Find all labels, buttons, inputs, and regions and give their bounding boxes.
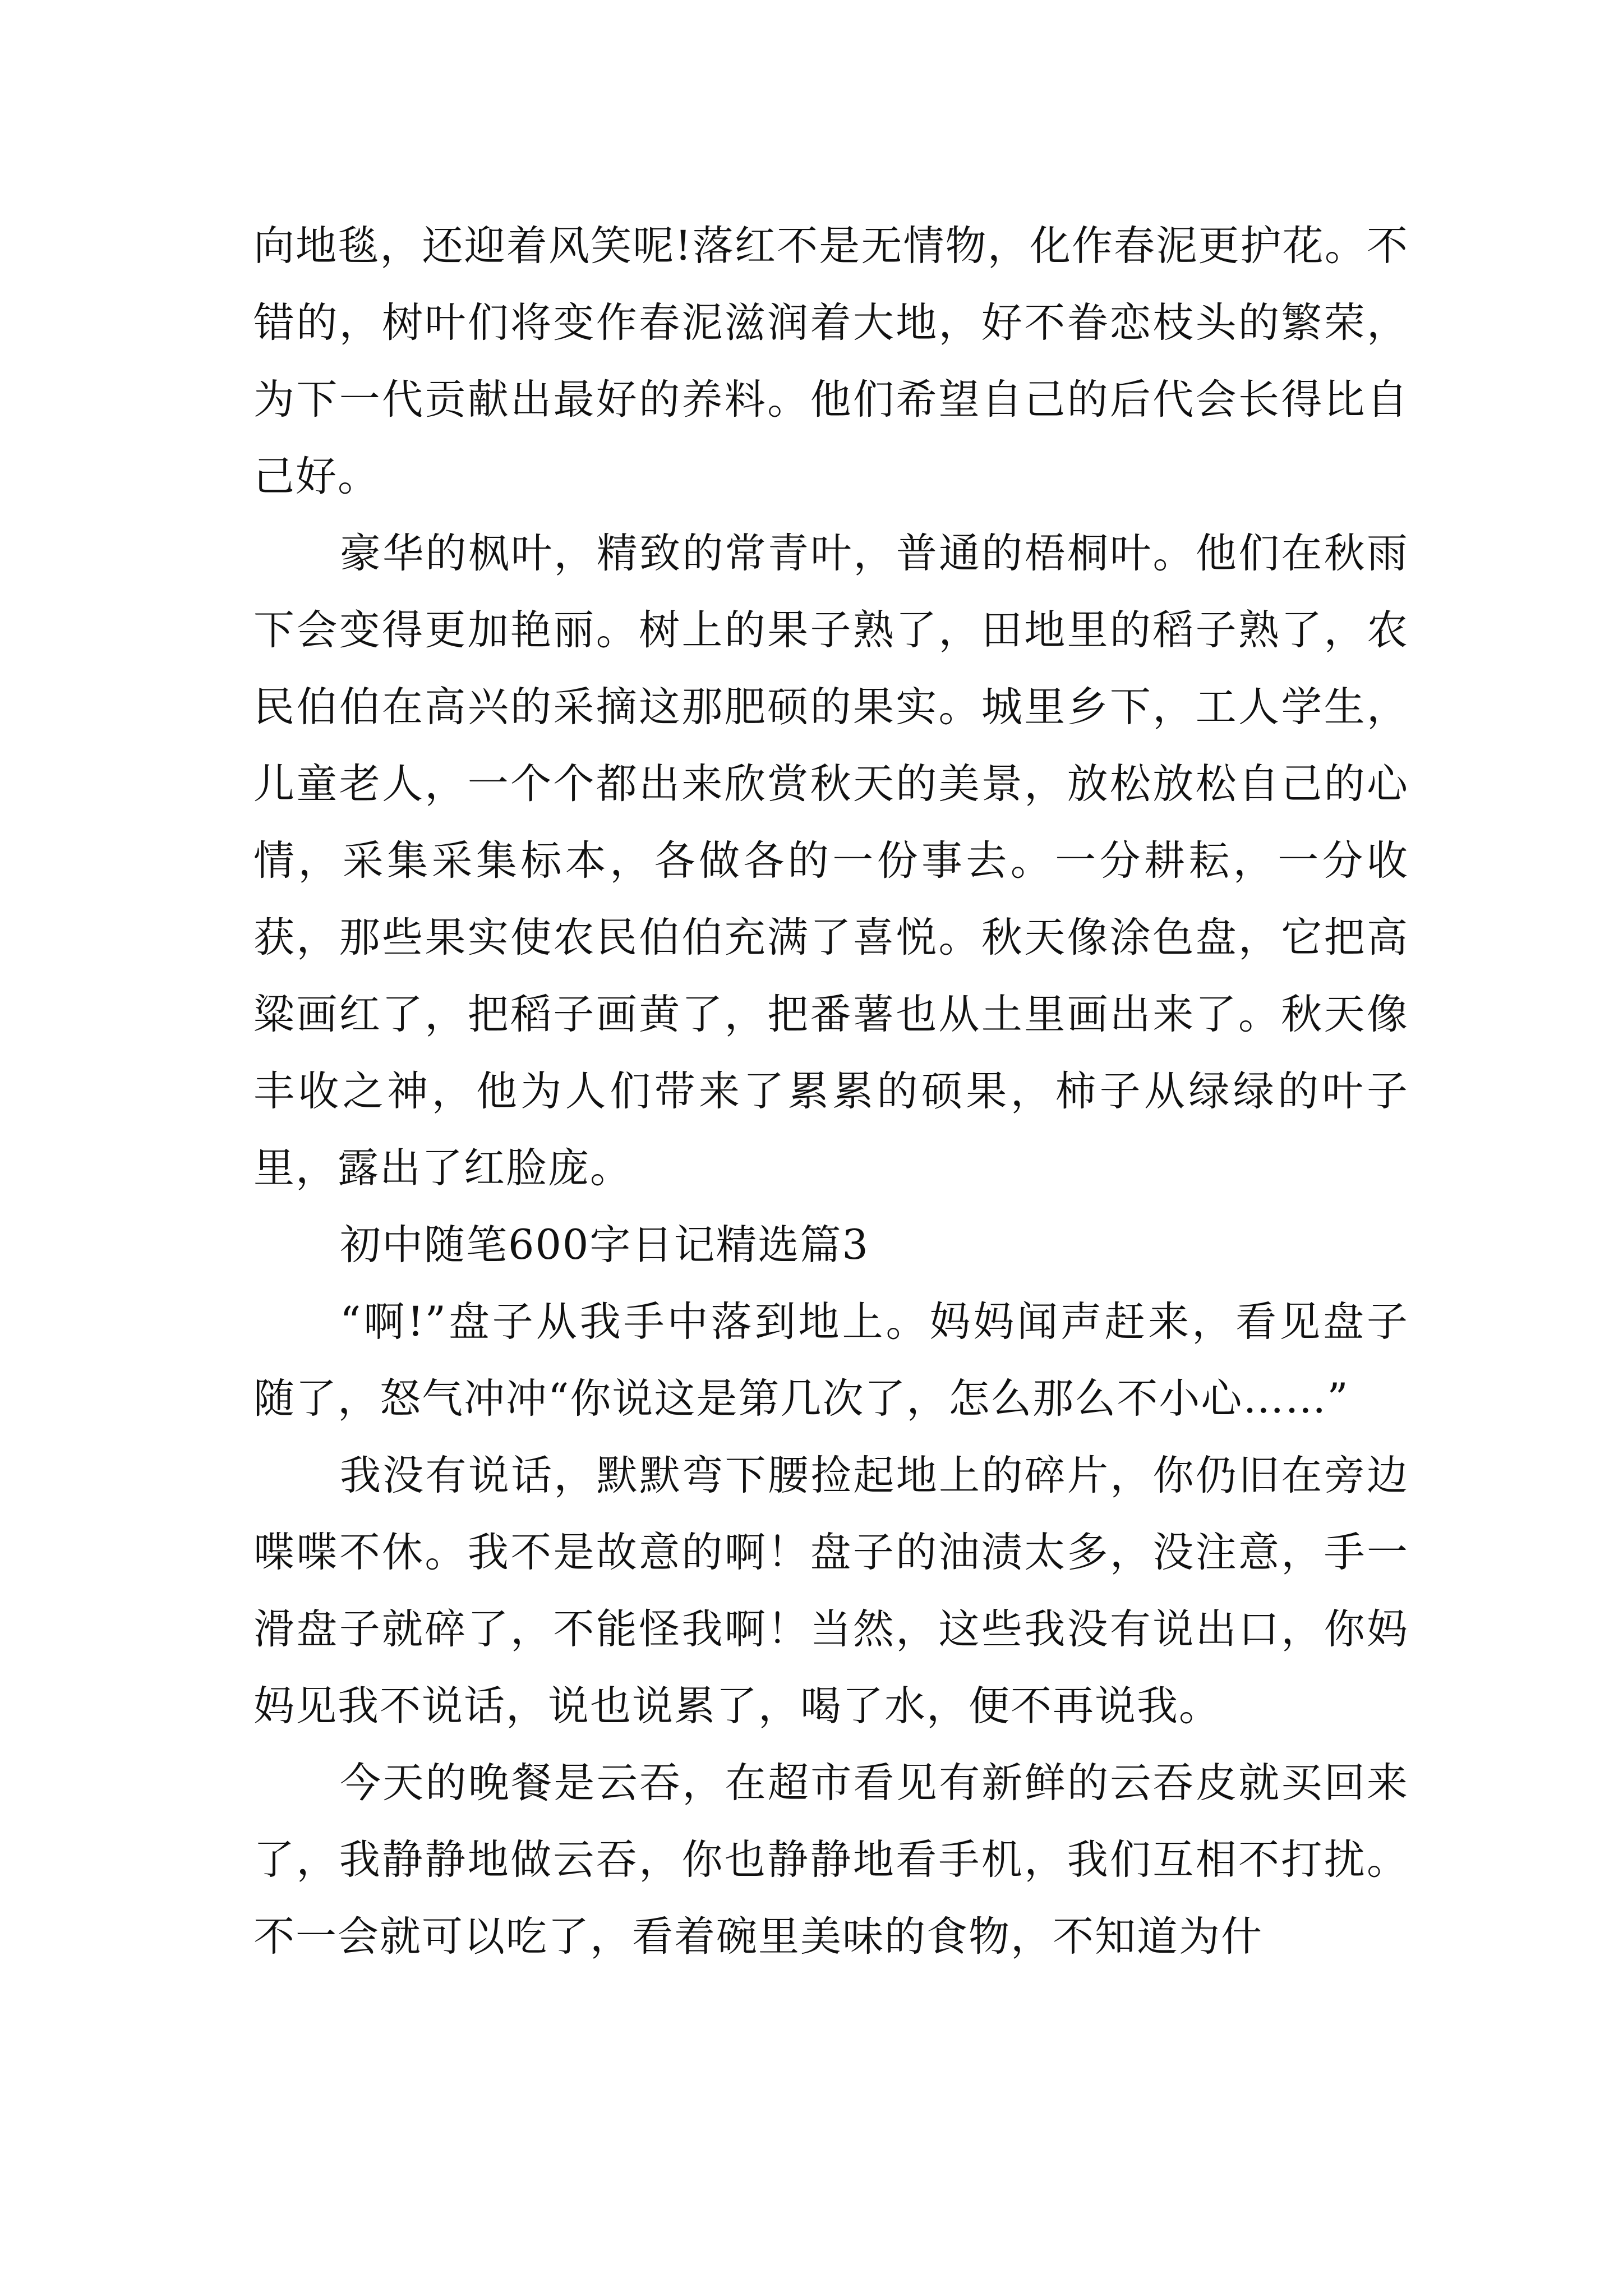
paragraph-3: “啊!”盘子从我手中落到地上。妈妈闻声赶来，看见盘子随了，怒气冲冲“你说这是第几次了，怎么那么不小心……” [253,1298,1409,1423]
paragraph-5: 今天的晚餐是云吞，在超市看见有新鲜的云吞皮就买回来了，我静静地做云吞，你也静静地看手机，我们互相不打扰。不一会就可以吃了，看着碗里美味的食物，不知道为什 [253,1759,1409,1961]
paragraph-4: 我没有说话，默默弯下腰捡起地上的碎片，你仍旧在旁边喋喋不休。我不是故意的啊！盘子的油渍太多，没注意，手一滑盘子就碎了，不能怪我啊！当然，这些我没有说出口，你妈妈见我不说话，说也说累了，喝了水，便不再说我。 [253,1452,1409,1730]
paragraph-2: 豪华的枫叶，精致的常青叶，普通的梧桐叶。他们在秋雨下会变得更加艳丽。树上的果子熟了，田地里的稻子熟了，农民伯伯在高兴的采摘这那肥硕的果实。城里乡下，工人学生，儿童老人，一个个都出来欣赏秋天的美景，放松放松自己的心情，采集采集标本，各做各的一份事去。一分耕耘，一分收获，那些果实使农民伯伯充满了喜悦。秋天像涂色盘，它把高粱画红了，把稻子画黄了，把番薯也从土里画出来了。秋天像丰收之神，他为人们带来了累累的硕果，柿子从绿绿的叶子里，露出了红脸庞。 [253,530,1409,1192]
section-heading: 初中随笔600字日记精选篇3 [340,1221,869,1269]
document-body [253,208,1409,1975]
paragraph-1: 向地毯，还迎着风笑呢!落红不是无情物，化作春泥更护花。不错的，树叶们将变作春泥滋润着大地，好不眷恋枝头的繁荣，为下一代贡献出最好的养料。他们希望自己的后代会长得比自己好。 [253,222,1409,500]
